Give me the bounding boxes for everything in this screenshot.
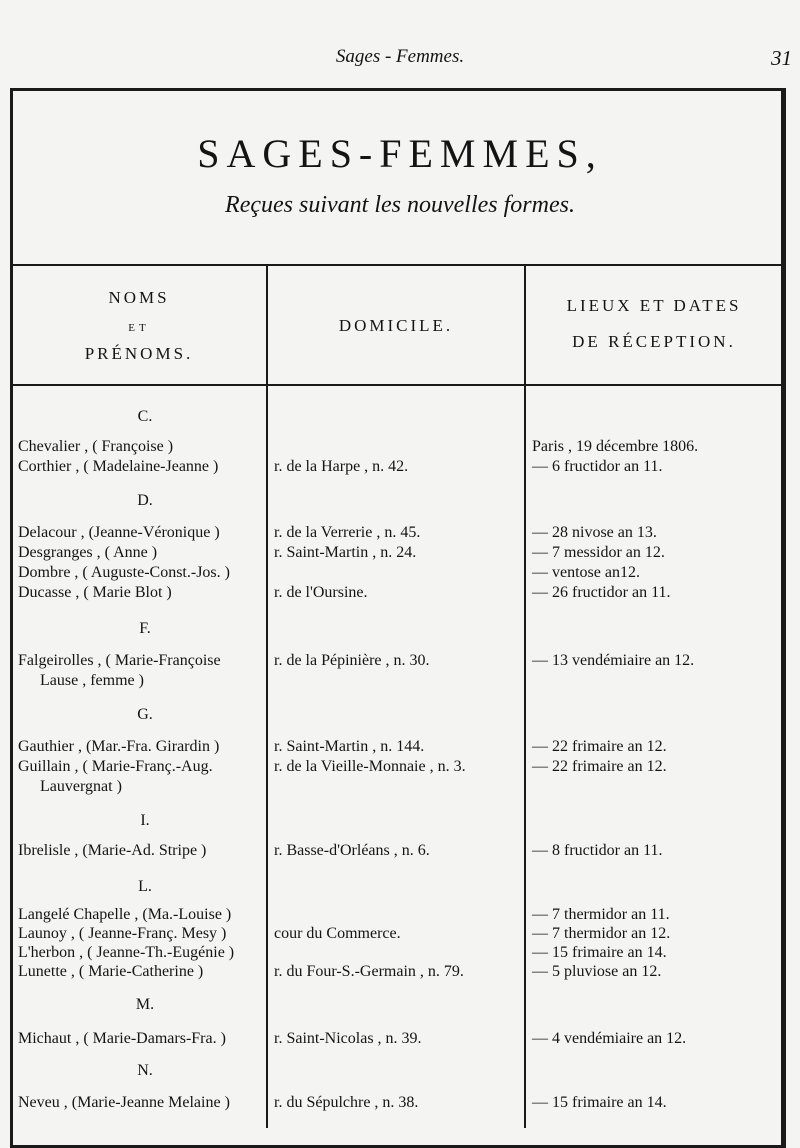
column-header-domicile: DOMICILE. [338,316,454,335]
entry-domicile: r. Basse-d'Orléans , n. 6. [274,842,430,859]
entry-domicile: r. de la Vieille-Monnaie , n. 3. [274,758,466,775]
entry-name: Gauthier , (Mar.-Fra. Girardin ) [18,738,220,755]
entry-name: Michaut , ( Marie-Damars-Fra. ) [18,1030,226,1047]
entry-name: Lunette , ( Marie-Catherine ) [18,963,204,980]
entry-reception: — 6 fructidor an 11. [532,458,663,475]
entry-name: Corthier , ( Madelaine-Jeanne ) [18,458,219,475]
entry-reception: — 13 vendémiaire an 12. [532,652,695,669]
names-header-line1: NOMS [108,288,170,307]
entry-reception: — 26 fructidor an 11. [532,584,671,601]
entry-name: Dombre , ( Auguste-Const.-Jos. ) [18,564,230,581]
entry-domicile: r. du Sépulchre , n. 38. [274,1094,419,1111]
column-header-reception [528,296,780,352]
names-header-line2: ET [128,322,150,334]
entry-domicile: r. du Four-S.-Germain , n. 79. [274,963,464,980]
entry-name: Falgeirolles , ( Marie-Françoise [18,652,221,669]
entry-domicile: r. de la Pépinière , n. 30. [274,652,430,669]
entry-name: Neveu , (Marie-Jeanne Melaine ) [18,1094,230,1111]
entry-domicile: r. Saint-Martin , n. 144. [274,738,425,755]
entry-reception: — 28 nivose an 13. [532,524,657,541]
section-letter-l: L. [138,878,152,895]
entry-name-continued: Lause , femme ) [40,672,144,689]
entry-domicile: r. de la Verrerie , n. 45. [274,524,421,541]
reception-header-line1: LIEUX ET DATES [566,296,742,315]
entry-domicile: r. Saint-Nicolas , n. 39. [274,1030,422,1047]
section-letter-c: C. [137,408,153,425]
header-rule [13,384,785,386]
entry-name: Langelé Chapelle , (Ma.-Louise ) [18,906,232,923]
section-letter-g: G. [137,706,153,723]
page-title: SAGES-FEMMES, [197,131,603,176]
entry-reception: — 5 pluviose an 12. [532,963,662,980]
entry-name: Delacour , (Jeanne-Véronique ) [18,524,220,541]
running-head: Sages - Femmes. [335,46,465,67]
section-letter-m: M. [135,996,155,1013]
entry-name: Launoy , ( Jeanne-Franç. Mesy ) [18,925,227,942]
page-subtitle: Reçues suivant les nouvelles formes. [225,192,575,218]
page-frame [10,88,786,1148]
entry-domicile: cour du Commerce. [274,925,401,942]
entry-domicile: r. de l'Oursine. [274,584,368,601]
entry-reception: Paris , 19 décembre 1806. [532,438,699,455]
reception-header-line2: DE RÉCEPTION. [572,332,736,351]
entry-reception: — 7 thermidor an 11. [532,906,670,923]
entry-reception: — 22 frimaire an 12. [532,758,667,775]
page-number: 31 [771,46,792,70]
entry-reception: — 15 frimaire an 14. [532,944,667,961]
entry-reception: — 7 thermidor an 12. [532,925,671,942]
entry-name: Ibrelisle , (Marie-Ad. Stripe ) [18,842,207,859]
entry-name: Chevalier , ( Françoise ) [18,438,174,455]
entry-name: Ducasse , ( Marie Blot ) [18,584,172,601]
section-letter-n: N. [137,1062,153,1079]
entry-name: Desgranges , ( Anne ) [18,544,158,561]
column-header-names [14,288,264,364]
entry-name: Guillain , ( Marie-Franç.-Aug. [18,758,213,775]
entry-name-continued: Lauvergnat ) [40,778,122,795]
entry-reception: — 7 messidor an 12. [532,544,665,561]
section-letter-f: F. [139,620,151,637]
names-header-line3: PRÉNOMS. [84,344,194,363]
entry-name: L'herbon , ( Jeanne-Th.-Eugénie ) [18,944,235,961]
entry-reception: — 8 fructidor an 11. [532,842,663,859]
title-rule [13,264,785,266]
entry-reception: — 15 frimaire an 14. [532,1094,667,1111]
section-letter-i: I. [140,812,150,829]
column-divider-2 [524,266,526,1128]
entry-reception: — 4 vendémiaire an 12. [532,1030,687,1047]
section-letter-d: D. [137,492,153,509]
entry-domicile: r. Saint-Martin , n. 24. [274,544,417,561]
entry-reception: — 22 frimaire an 12. [532,738,667,755]
entry-reception: — ventose an12. [532,564,640,581]
entry-domicile: r. de la Harpe , n. 42. [274,458,409,475]
